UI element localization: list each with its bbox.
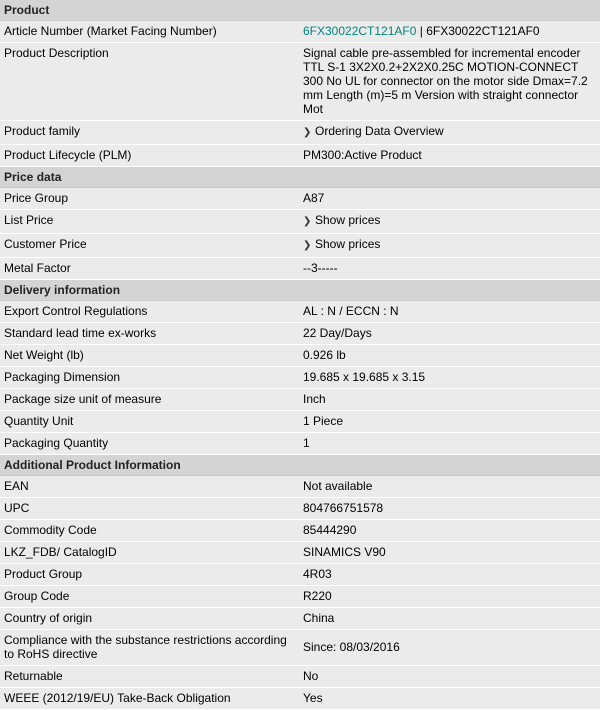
rohs-label-line: to RoHS directive [4,647,98,661]
row-label: EAN [0,476,300,498]
row-value: 0.926 lb [300,345,600,367]
row-value: China [300,608,600,630]
section-title: Additional Product Information [0,455,600,476]
chevron-right-icon: ❯ [303,240,312,251]
section-header-delivery [0,280,600,301]
row-label: Quantity Unit [0,411,300,433]
row-label: Net Weight (lb) [0,345,300,367]
row-value: SINAMICS V90 [300,542,600,564]
row-value [300,43,600,121]
table-row [0,542,600,564]
row-label: Product family [0,121,300,145]
row-value[interactable] [300,210,600,234]
row-label: List Price [0,210,300,234]
description-line: Signal cable pre-assembled for incremental encoder [303,46,581,60]
row-label: Metal Factor [0,258,300,280]
description-line: Mot [303,102,324,116]
table-row [0,210,600,234]
table-row [0,476,600,498]
article-number-alt: 6FX30022CT121AF0 [426,24,540,38]
row-value: A87 [300,188,600,210]
chevron-right-icon: ❯ [303,127,312,138]
section-title: Delivery information [0,280,600,301]
table-row [0,301,600,323]
row-label: Export Control Regulations [0,301,300,323]
row-label: UPC [0,498,300,520]
row-label: Product Lifecycle (PLM) [0,145,300,167]
row-value: AL : N / ECCN : N [300,301,600,323]
row-value: PM300:Active Product [300,145,600,167]
table-row [0,564,600,586]
table-row [0,498,600,520]
rohs-label-line: Compliance with the substance restrictions according [4,633,287,647]
row-label: Group Code [0,586,300,608]
table-row [0,411,600,433]
section-header-additional [0,455,600,476]
section-title: Price data [0,167,600,188]
description-line: mm Length (m)=5 m Version with straight connector [303,88,579,102]
ordering-data-link[interactable]: Ordering Data Overview [315,124,444,138]
row-value: No [300,666,600,688]
description-line: TTL S-1 3X2X0.2+2X2X0.25C MOTION-CONNECT [303,60,579,74]
row-value [300,21,600,43]
row-label: Country of origin [0,608,300,630]
row-value: 804766751578 [300,498,600,520]
row-label: Standard lead time ex-works [0,323,300,345]
row-value: Not available [300,476,600,498]
row-value[interactable] [300,234,600,258]
table-row [0,258,600,280]
section-title: Product [0,0,600,21]
table-row [0,433,600,455]
row-label: LKZ_FDB/ CatalogID [0,542,300,564]
row-label: Price Group [0,188,300,210]
table-row [0,608,600,630]
table-row [0,234,600,258]
chevron-right-icon: ❯ [303,216,312,227]
row-label: WEEE (2012/19/EU) Take-Back Obligation [0,688,300,710]
description-line: 300 No UL for connector on the motor side Dmax=7.2 [303,74,588,88]
table-row [0,389,600,411]
row-value: R220 [300,586,600,608]
article-number-link[interactable]: 6FX30022CT121AF0 [303,24,417,38]
row-value[interactable] [300,121,600,145]
table-row [0,630,600,666]
table-row [0,21,600,43]
table-row [0,688,600,710]
table-row [0,520,600,542]
row-label: Package size unit of measure [0,389,300,411]
table-row [0,188,600,210]
row-label: Returnable [0,666,300,688]
row-value: 19.685 x 19.685 x 3.15 [300,367,600,389]
table-row [0,121,600,145]
row-value: Since: 08/03/2016 [300,630,600,666]
row-label: Article Number (Market Facing Number) [0,21,300,43]
row-label [0,630,300,666]
row-label: Commodity Code [0,520,300,542]
row-value: 85444290 [300,520,600,542]
article-separator: | [416,24,427,38]
row-value: 1 [300,433,600,455]
row-value: 4R03 [300,564,600,586]
row-value: Yes [300,688,600,710]
row-label: Packaging Quantity [0,433,300,455]
table-row [0,345,600,367]
table-row [0,43,600,121]
table-row [0,586,600,608]
section-header-product [0,0,600,21]
row-value: --3----- [300,258,600,280]
show-prices-link[interactable]: Show prices [315,213,381,227]
table-row [0,145,600,167]
table-row [0,666,600,688]
row-label: Customer Price [0,234,300,258]
table-row [0,323,600,345]
show-prices-link[interactable]: Show prices [315,237,381,251]
row-label: Product Description [0,43,300,121]
row-label: Packaging Dimension [0,367,300,389]
row-label: Product Group [0,564,300,586]
row-value: 22 Day/Days [300,323,600,345]
row-value: 1 Piece [300,411,600,433]
table-row [0,367,600,389]
row-value: Inch [300,389,600,411]
section-header-price [0,167,600,188]
